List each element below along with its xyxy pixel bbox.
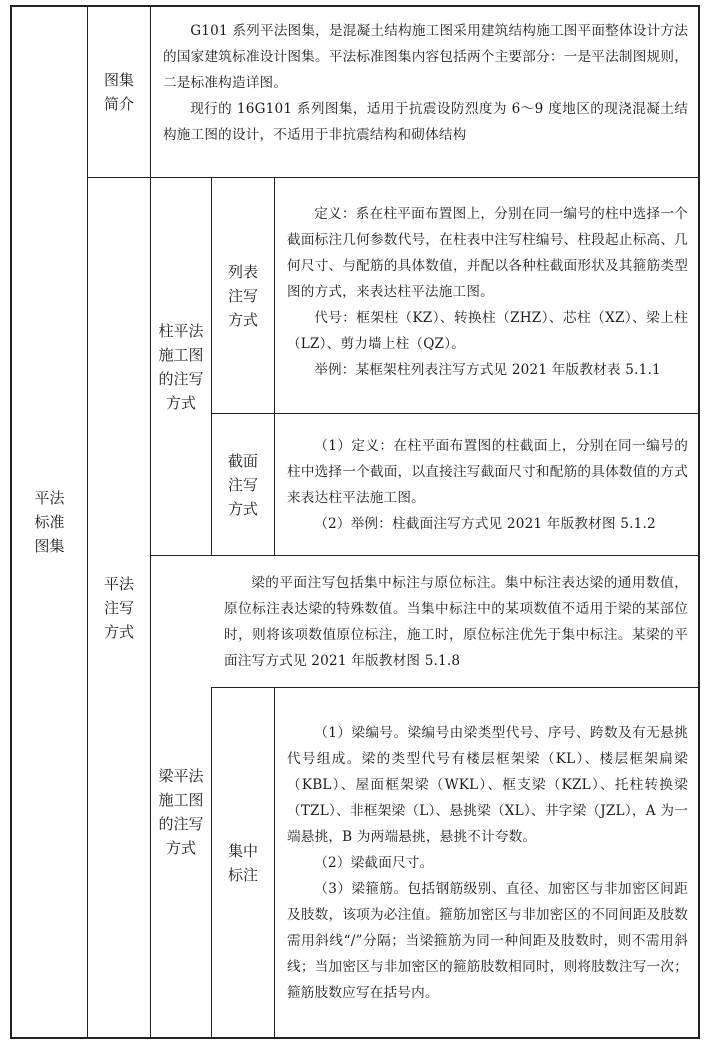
column-label-line: 的注写 [158, 369, 204, 388]
intro-paragraph: 现行的 16G101 系列图集，适用于抗震设防烈度为 6～9 度地区的现浇混凝土结构施工图的设计，不适用于非抗震结构和砌体结构 [163, 101, 688, 143]
list-method-paragraph: 定义：系在柱平面布置图上，分别在同一编号的柱中选择一个截面标注几何参数代号，在柱表中注写柱编号、柱段起止标高、几何尺寸、与配筋的具体数值，并配以各种柱截面形状及其箍筋类型图的方式，来表达柱平法施工图。 [287, 205, 688, 300]
beam-label-line: 方式 [165, 838, 196, 857]
list-method-description [275, 178, 698, 413]
column-label-line: 方式 [165, 393, 196, 412]
section-method-label [212, 414, 274, 555]
list-method-label-line: 注写 [227, 286, 258, 305]
beam-notation-label [151, 556, 211, 1037]
list-method-label [212, 178, 274, 413]
root-label-line: 标准 [34, 513, 65, 531]
section-method-label-line: 注写 [227, 475, 258, 494]
intro-label [88, 7, 150, 177]
intro-label-line: 图集 [103, 71, 134, 89]
column-label-line: 施工图 [158, 345, 204, 364]
notation-label-line: 平法 [103, 574, 134, 593]
beam-label-line: 梁平法 [158, 766, 204, 785]
column-label-line: 柱平法 [158, 321, 204, 340]
centralized-paragraph: （3）梁箍筋。包括钢筋级别、直径、加密区与非加密区间距及肢数，该项为必注值。箍筋加密区与非加密区的不同间距及肢数需用斜线“/”分隔；当梁箍筋为同一种间距及肢数时，则不需用斜线；当加密区与非加密区的箍筋肢数相同时，则将肢数注写一次；箍筋肢数应写在括号内。 [287, 880, 688, 1001]
table-border-right [698, 5, 700, 1039]
list-method-paragraph: 举例：某框架柱列表注写方式见 2021 年版教材表 5.1.1 [314, 361, 661, 378]
section-method-label-line: 方式 [227, 499, 258, 518]
centralized-paragraph: （2）梁截面尺寸。 [314, 854, 434, 871]
centralized-label-line: 标注 [227, 865, 258, 884]
beam-label-line: 的注写 [158, 814, 204, 833]
section-method-paragraph: （1）定义：在柱平面布置图的柱截面上，分别在同一编号的柱中选择一个截面，以直接注写截面尺寸和配筋的具体数值的方式来表达柱平法施工图。 [287, 437, 688, 506]
section-method-paragraph: （2）举例：柱截面注写方式见 2021 年版教材图 5.1.2 [314, 515, 656, 532]
list-method-label-line: 列表 [227, 262, 258, 281]
root-label [12, 7, 87, 1037]
list-method-label-line: 方式 [227, 310, 258, 329]
notation-label-line: 方式 [103, 622, 134, 641]
beam-label-line: 施工图 [158, 790, 204, 809]
intro-paragraph: G101 系列平法图集，是混凝土结构施工图采用建筑结构施工图平面整体设计方法的国家建筑标准设计图集。平法标准图集内容包括两个主要部分：一是平法制图规则，二是标准构造详图。 [163, 23, 688, 91]
beam-overview [212, 556, 698, 687]
centralized-description [275, 688, 698, 1037]
centralized-paragraph: （1）梁编号。梁编号由梁类型代号、序号、跨数及有无悬挑代号组成。梁的类型代号有楼层框架梁（KL）、楼层框架扁梁（KBL）、屋面框架梁（WKL）、框支梁（KZL）、托柱转换梁（TZL）、非框架梁（L）、悬挑梁（XL）、井字梁（JZL），A 为一端悬挑，B 为两端悬挑，悬挑不计夸数。 [287, 724, 688, 845]
section-method-description [275, 414, 698, 555]
centralized-label-line: 集中 [227, 841, 258, 860]
list-method-paragraph: 代号：框架柱（KZ）、转换柱（ZHZ）、芯柱（XZ）、梁上柱（LZ）、剪力墙上柱（QZ）。 [287, 309, 688, 352]
notation-label-line: 注写 [103, 598, 134, 617]
notation-label [88, 178, 150, 1037]
centralized-label [212, 688, 274, 1037]
intro-label-line: 简介 [103, 95, 134, 113]
section-method-label-line: 截面 [227, 451, 258, 470]
table-border-bottom [10, 1037, 700, 1039]
beam-overview-paragraph: 梁的平面注写包括集中标注与原位标注。集中标注表达梁的通用数值，原位标注表达梁的特殊数值。当集中标注中的某项数值不适用于梁的某部位时，则将该项数值原位标注，施工时，原位标注优先于集中标注。某梁的平面注写方式见 2021 年版教材图 5.1.8 [224, 574, 688, 669]
root-label-line: 平法 [34, 489, 65, 507]
root-label-line: 图集 [34, 537, 65, 555]
intro-description [151, 7, 698, 177]
column-notation-label [151, 178, 211, 555]
